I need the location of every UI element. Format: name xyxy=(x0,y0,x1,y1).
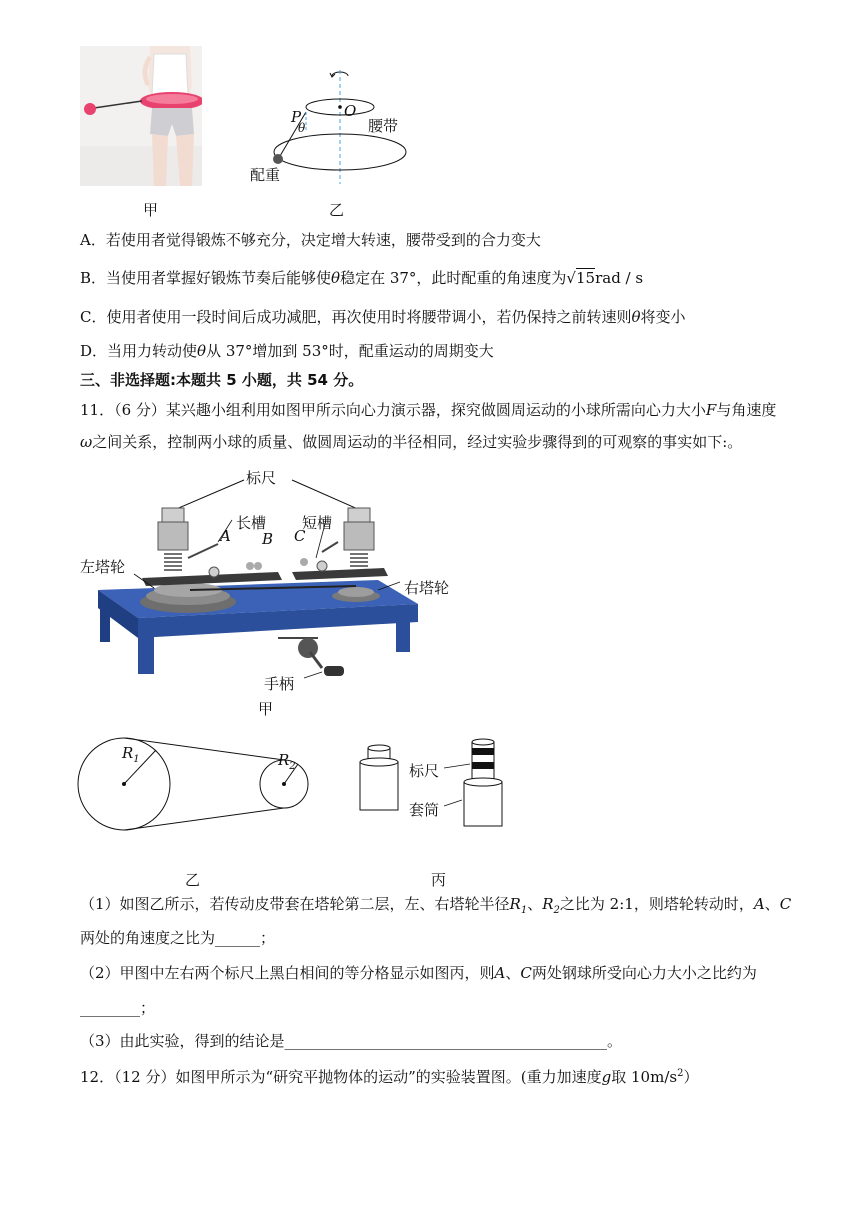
q11-s2-line1: （2）甲图中左右两个标尺上黑白相间的等分格显示如图丙，则A、C两处钢球所受向心力大小之比约为 xyxy=(80,964,757,982)
label-R1: $R_1$ xyxy=(122,744,140,765)
label-right-wheel: 右塔轮 xyxy=(404,579,450,597)
label-handle: 手柄 xyxy=(264,675,295,693)
q12-line1: 12．（12 分）如图甲所示为“研究平抛物体的运动”的实验装置图。(重力加速度g取 $10m/s^2$） xyxy=(80,1068,699,1086)
q11-line2: ω之间关系，控制两小球的质量、做圆周运动的半径相同，经过实验步骤得到的可观察的事实如下:。 xyxy=(80,433,743,451)
option-C: C．使用者使用一段时间后成功减肥，再次使用时将腰带调小，若仍保持之前转速则θ将变小 xyxy=(80,308,686,326)
label-P: P xyxy=(291,108,302,126)
label-weight: 配重 xyxy=(250,166,281,184)
label-ruler-top: 标尺 xyxy=(246,469,277,487)
label-O: O xyxy=(344,102,357,120)
label-long-slot: 长槽 xyxy=(236,514,267,532)
label-B: B xyxy=(262,530,274,548)
option-A: A．若使用者觉得锻炼不够充分，决定增大转速，腰带受到的合力变大 xyxy=(80,231,541,249)
q11-s3: （3）由此实验，得到的结论是___________________________________________。 xyxy=(80,1032,623,1050)
label-A: A xyxy=(220,527,231,545)
q11-line1: 11．（6 分）某兴趣小组利用如图甲所示向心力演示器，探究做圆周运动的小球所需向心力大小F与角速度 xyxy=(80,401,777,419)
label-short-slot: 短槽 xyxy=(302,514,333,532)
caption-bing: 丙 xyxy=(431,871,447,889)
pulley-figure xyxy=(76,726,316,846)
caption-jia: 甲 xyxy=(258,700,274,718)
option-B: B．当使用者掌握好锻炼节奏后能够使θ稳定在 37°，此时配重的角速度为√15rad / s xyxy=(80,269,644,287)
pulley-svg xyxy=(76,726,316,846)
label-C: C xyxy=(294,527,306,545)
label-ruler: 标尺 xyxy=(409,762,440,780)
hula-photo xyxy=(80,46,202,186)
label-left-wheel: 左塔轮 xyxy=(80,558,126,576)
q11-s1-line2: 两处的角速度之比为______； xyxy=(80,929,276,947)
q11-s1-line1: （1）如图乙所示，若传动皮带套在塔轮第二层，左、右塔轮半径$R_1$、$R_2$之比为 2:1，则塔轮转动时，A、C xyxy=(80,895,792,916)
label-sleeve: 套筒 xyxy=(409,801,440,819)
label-belt: 腰带 xyxy=(368,117,399,135)
hula-photo-illustration xyxy=(80,46,202,186)
section-title: 三、非选择题:本题共 5 小题，共 54 分。 xyxy=(80,371,364,389)
q11-s2-line2: ________； xyxy=(80,999,156,1017)
diagram-caption: 乙 xyxy=(329,201,345,219)
option-D: D．当用力转动使θ从 37°增加到 53°时，配重运动的周期变大 xyxy=(80,342,494,360)
caption-yi: 乙 xyxy=(185,871,201,889)
label-R2: $R_2$ xyxy=(278,751,296,772)
label-theta: θ xyxy=(298,121,306,135)
sqrt-symbol: √ xyxy=(566,269,576,287)
photo-caption: 甲 xyxy=(143,201,159,219)
